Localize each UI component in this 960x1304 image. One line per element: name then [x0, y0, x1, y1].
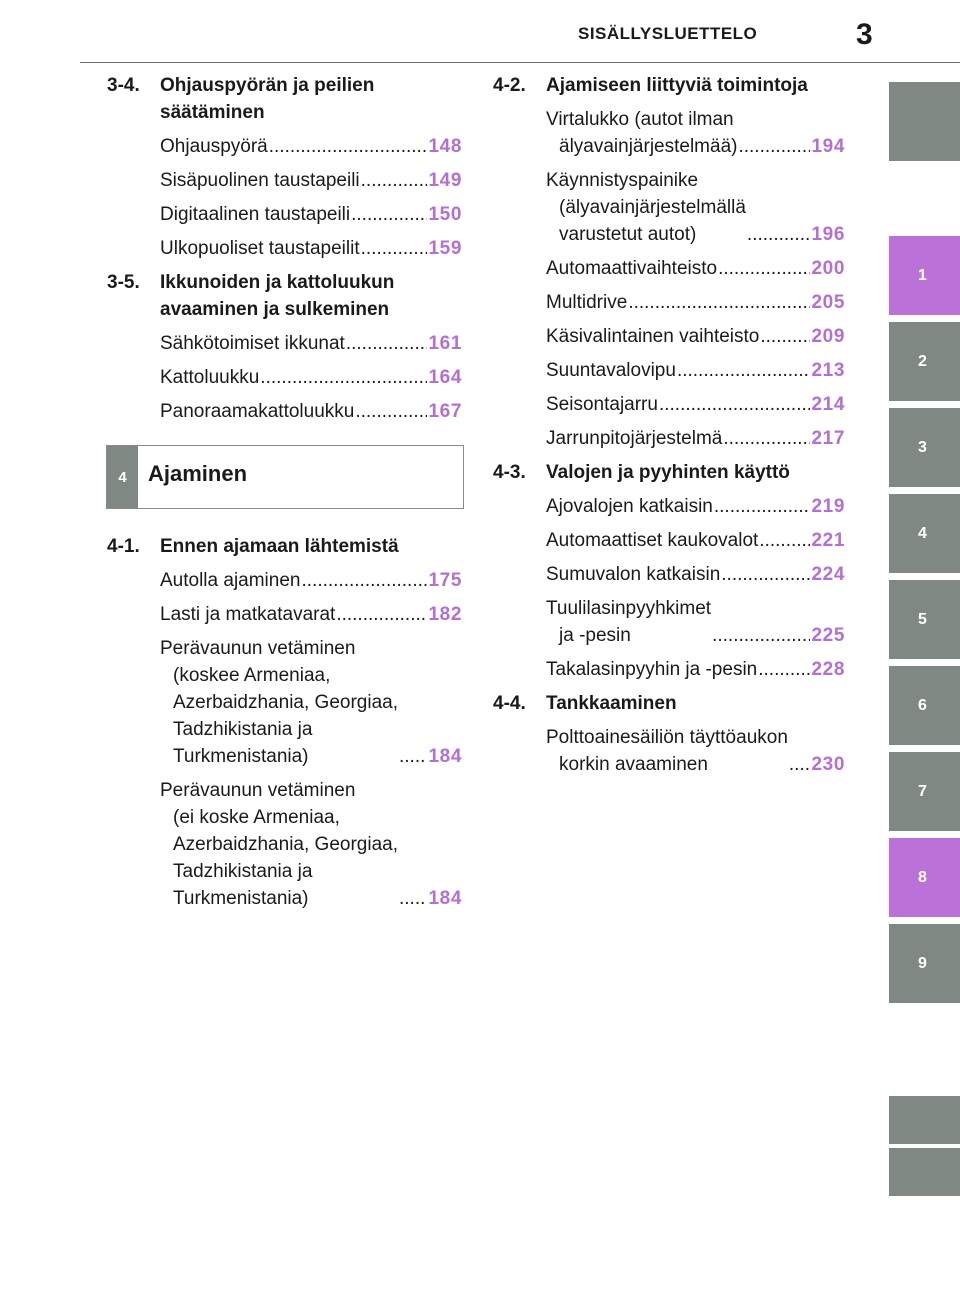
chapter-tab-3[interactable]: 3 — [889, 408, 960, 487]
toc-left-column — [107, 72, 462, 919]
page-link[interactable]: 164 — [428, 367, 462, 388]
leader-dots — [760, 323, 810, 350]
entry-title: Tuulilasinpyyhkimet ja -pesin — [546, 598, 712, 646]
entry-title: Ulkopuoliset taustapeilit — [160, 238, 360, 259]
page-link[interactable]: 217 — [811, 428, 845, 449]
section-title: Ajamiseen liittyviä toimintoja — [546, 75, 808, 96]
toc-entry[interactable] — [107, 133, 462, 160]
entry-title: Jarrunpitojärjestelmä — [546, 428, 723, 449]
toc-entry[interactable] — [493, 656, 845, 683]
leader-dots — [659, 391, 811, 418]
section-title: avaaminen ja sulkeminen — [160, 299, 390, 320]
chapter-tab-9[interactable]: 9 — [889, 924, 960, 1003]
entry-title: Ajovalojen katkaisin — [546, 496, 713, 517]
toc-entry[interactable] — [107, 201, 462, 228]
page-link[interactable]: 205 — [811, 292, 845, 313]
entry-title: Sumuvalon katkaisin — [546, 564, 721, 585]
section-number: 4-3. — [493, 462, 526, 483]
section-number: 3-5. — [107, 272, 140, 293]
section-number: 3-4. — [107, 75, 140, 96]
page-link[interactable]: 167 — [428, 401, 462, 422]
toc-entry[interactable] — [493, 493, 845, 520]
entry-title: Digitaalinen taustapeili — [160, 204, 351, 225]
chapter-tab-6[interactable]: 6 — [889, 666, 960, 745]
page-link[interactable]: 194 — [811, 136, 845, 157]
entry-title: Automaattivaihteisto — [546, 258, 718, 279]
chapter-tab[interactable] — [889, 1148, 960, 1196]
page-link[interactable]: 184 — [428, 746, 462, 767]
toc-entry[interactable] — [107, 235, 462, 262]
page-link[interactable]: 200 — [811, 258, 845, 279]
toc-entry[interactable] — [493, 106, 845, 160]
leader-dots — [738, 133, 810, 160]
toc-entry[interactable] — [493, 391, 845, 418]
toc-entry[interactable] — [107, 330, 462, 357]
chapter-tab-8[interactable]: 8 — [889, 838, 960, 917]
entry-title: Suuntavalovipu — [546, 360, 676, 381]
page-link[interactable]: 214 — [811, 394, 845, 415]
chapter-tab[interactable] — [889, 1096, 960, 1144]
toc-right-column — [493, 72, 845, 785]
toc-entry[interactable] — [493, 357, 845, 384]
section-heading — [493, 72, 845, 99]
leader-dots — [399, 885, 428, 912]
page-link[interactable]: 184 — [428, 888, 462, 909]
entry-title: Sähkötoimiset ikkunat — [160, 333, 345, 354]
page-link[interactable]: 182 — [428, 604, 462, 625]
entry-title: Polttoainesäiliön täyttöaukon korkin avaaminen — [546, 727, 788, 775]
page-link[interactable]: 196 — [811, 224, 845, 245]
page-link[interactable]: 219 — [811, 496, 845, 517]
entry-title: Takalasinpyyhin ja -pesin — [546, 659, 758, 680]
page-number: 3 — [856, 18, 873, 51]
leader-dots — [759, 527, 810, 554]
leader-dots — [718, 255, 810, 282]
leader-dots — [712, 622, 810, 649]
section-heading — [493, 690, 845, 717]
entry-title: Kattoluukku — [160, 367, 260, 388]
leader-dots — [747, 221, 811, 248]
leader-dots — [336, 601, 427, 628]
section-number: 4-4. — [493, 693, 526, 714]
entry-title: Perävaunun vetäminen (ei koske Armeniaa, Azerbaidzhania, Georgiaa, Tadzhikistania ja Turkmenistania) — [160, 780, 398, 909]
leader-dots — [361, 235, 428, 262]
toc-entry[interactable] — [493, 323, 845, 350]
leader-dots — [361, 167, 428, 194]
entry-title: Lasti ja matkatavarat — [160, 604, 336, 625]
section-heading — [493, 459, 845, 486]
chapter-number: 4 — [107, 446, 138, 508]
section-title: Ennen ajamaan lähtemistä — [160, 536, 399, 557]
leader-dots — [351, 201, 427, 228]
section-title: säätäminen — [160, 102, 265, 123]
page-link[interactable]: 149 — [428, 170, 462, 191]
page-link[interactable]: 159 — [428, 238, 462, 259]
page-link[interactable]: 224 — [811, 564, 845, 585]
section-title: Valojen ja pyyhinten käyttö — [546, 462, 790, 483]
header-title: SISÄLLYSLUETTELO — [578, 24, 758, 43]
page-link[interactable]: 150 — [428, 204, 462, 225]
toc-entry[interactable] — [493, 167, 845, 248]
header-divider — [80, 62, 960, 63]
leader-dots — [789, 751, 811, 778]
entry-title: Sisäpuolinen taustapeili — [160, 170, 360, 191]
page-link[interactable]: 213 — [811, 360, 845, 381]
entry-title: Seisontajarru — [546, 394, 658, 415]
section-title: Ikkunoiden ja kattoluukun — [160, 272, 395, 293]
entry-title: Perävaunun vetäminen (koskee Armeniaa, Azerbaidzhania, Georgiaa, Tadzhikistania ja Turkmenistania) — [160, 638, 398, 767]
toc-entry[interactable] — [493, 561, 845, 588]
chapter-tab-4[interactable]: 4 — [889, 494, 960, 573]
toc-entry[interactable] — [107, 567, 462, 594]
toc-entry[interactable] — [107, 167, 462, 194]
section-heading — [107, 533, 462, 560]
entry-title: Käynnistyspainike (älyavainjärjestelmällä varustetut autot) — [546, 170, 746, 245]
entry-title: Automaattiset kaukovalot — [546, 530, 759, 551]
leader-dots — [758, 656, 810, 683]
leader-dots — [355, 398, 427, 425]
toc-entry[interactable] — [493, 289, 845, 316]
page-link[interactable]: 209 — [811, 326, 845, 347]
entry-title: Panoraamakattoluukku — [160, 401, 355, 422]
entry-title: Autolla ajaminen — [160, 570, 301, 591]
leader-dots — [269, 133, 428, 160]
leader-dots — [628, 289, 810, 316]
leader-dots — [723, 425, 810, 452]
page-link[interactable]: 148 — [428, 136, 462, 157]
toc-entry[interactable] — [493, 255, 845, 282]
toc-entry[interactable] — [107, 601, 462, 628]
page-link[interactable]: 161 — [428, 333, 462, 354]
chapter-tab-2[interactable]: 2 — [889, 322, 960, 401]
section-heading — [107, 269, 462, 323]
leader-dots — [399, 743, 428, 770]
page-link[interactable]: 175 — [428, 570, 462, 591]
chapter-heading — [106, 445, 464, 509]
section-title: Tankkaaminen — [546, 693, 677, 714]
page-link[interactable]: 228 — [811, 659, 845, 680]
page-link[interactable]: 221 — [811, 530, 845, 551]
leader-dots — [677, 357, 811, 384]
chapter-title: Ajaminen — [148, 461, 248, 486]
toc-entry[interactable] — [107, 635, 462, 770]
section-heading — [107, 72, 462, 126]
entry-title: Käsivalintainen vaihteisto — [546, 326, 760, 347]
toc-entry[interactable] — [493, 425, 845, 452]
leader-dots — [260, 364, 427, 391]
entry-title: Multidrive — [546, 292, 628, 313]
leader-dots — [721, 561, 810, 588]
page-link[interactable]: 230 — [811, 754, 845, 775]
leader-dots — [301, 567, 427, 594]
chapter-tab-5[interactable]: 5 — [889, 580, 960, 659]
toc-entry[interactable] — [107, 777, 462, 912]
toc-entry[interactable] — [107, 398, 462, 425]
entry-title: Ohjauspyörä — [160, 136, 268, 157]
chapter-tab-1[interactable]: 1 — [889, 236, 960, 315]
toc-entry[interactable] — [493, 595, 845, 649]
toc-entry[interactable] — [107, 364, 462, 391]
chapter-tab-7[interactable]: 7 — [889, 752, 960, 831]
toc-entry[interactable] — [493, 527, 845, 554]
leader-dots — [346, 330, 428, 357]
toc-entry[interactable] — [493, 724, 845, 778]
leader-dots — [714, 493, 811, 520]
chapter-tab[interactable] — [889, 82, 960, 161]
section-number: 4-2. — [493, 75, 526, 96]
entry-title: Virtalukko (autot ilman älyavainjärjestelmää) — [546, 109, 738, 157]
page-link[interactable]: 225 — [811, 625, 845, 646]
section-number: 4-1. — [107, 536, 140, 557]
section-title: Ohjauspyörän ja peilien — [160, 75, 375, 96]
